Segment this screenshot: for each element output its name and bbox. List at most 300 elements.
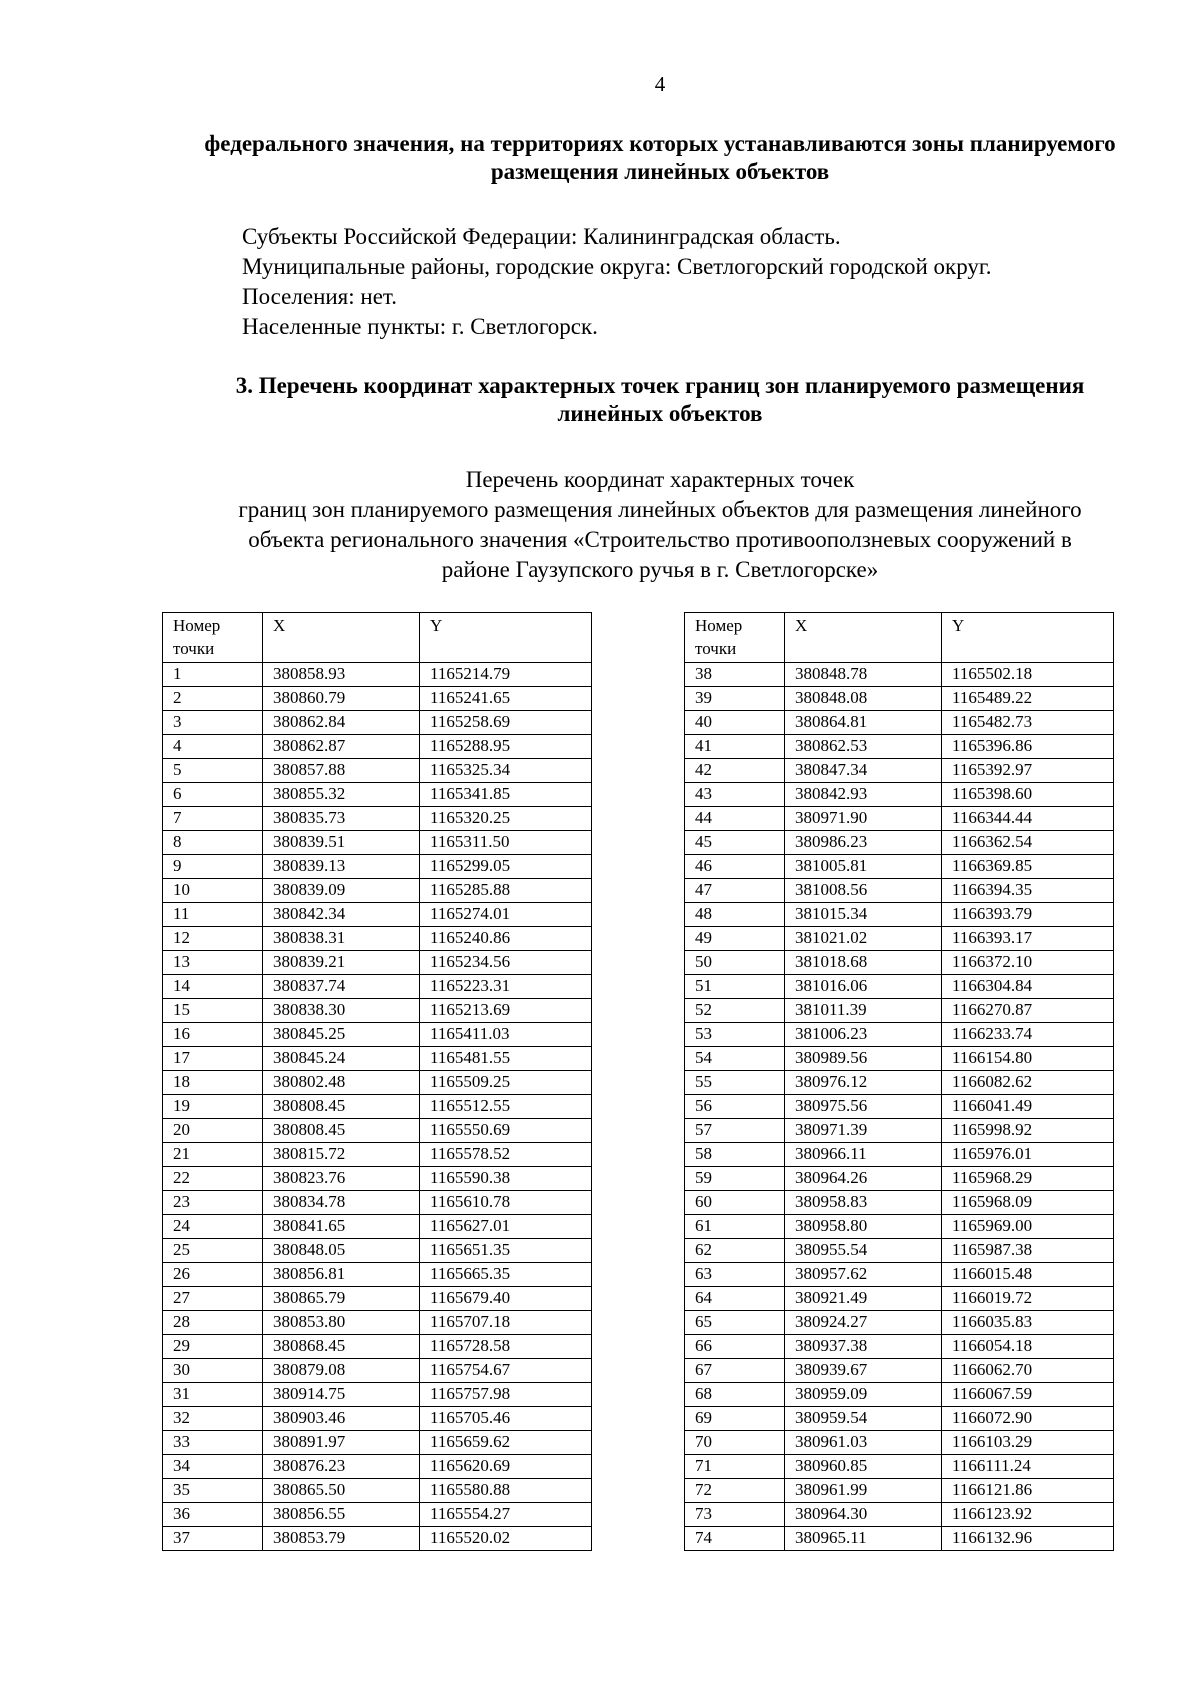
- cell-y: 1165240.86: [420, 927, 592, 951]
- header-x: X: [785, 613, 942, 663]
- cell-point-number: 5: [163, 759, 263, 783]
- cell-x: 380834.78: [263, 1191, 420, 1215]
- table-row: [685, 1071, 1114, 1095]
- cell-y: 1165590.38: [420, 1167, 592, 1191]
- table-header-row: [163, 613, 592, 663]
- cell-point-number: 9: [163, 855, 263, 879]
- cell-y: 1166123.92: [942, 1503, 1114, 1527]
- cell-point-number: 64: [685, 1287, 785, 1311]
- cell-point-number: 71: [685, 1455, 785, 1479]
- cell-y: 1166394.35: [942, 879, 1114, 903]
- cell-point-number: 73: [685, 1503, 785, 1527]
- cell-y: 1165578.52: [420, 1143, 592, 1167]
- cell-y: 1166072.90: [942, 1407, 1114, 1431]
- table-row: [163, 1167, 592, 1191]
- cell-y: 1165392.97: [942, 759, 1114, 783]
- cell-x: 380955.54: [785, 1239, 942, 1263]
- table-row: [685, 1335, 1114, 1359]
- table-row: [685, 1047, 1114, 1071]
- table-row: [163, 663, 592, 687]
- cell-point-number: 39: [685, 687, 785, 711]
- cell-y: 1165554.27: [420, 1503, 592, 1527]
- table-row: [685, 879, 1114, 903]
- cell-x: 380835.73: [263, 807, 420, 831]
- cell-point-number: 65: [685, 1311, 785, 1335]
- cell-point-number: 66: [685, 1335, 785, 1359]
- cell-x: 380959.54: [785, 1407, 942, 1431]
- cell-x: 380975.56: [785, 1095, 942, 1119]
- cell-y: 1165509.25: [420, 1071, 592, 1095]
- cell-y: 1166082.62: [942, 1071, 1114, 1095]
- table-row: [685, 663, 1114, 687]
- table-row: [685, 903, 1114, 927]
- table-row: [685, 807, 1114, 831]
- section-heading-continued: федерального значения, на территориях которых устанавливаются зоны планируемого размещения линейных объектов: [204, 131, 1116, 184]
- table-row: [163, 1527, 592, 1551]
- table-row: [163, 975, 592, 999]
- cell-y: 1166393.17: [942, 927, 1114, 951]
- table-row: [685, 1191, 1114, 1215]
- cell-point-number: 51: [685, 975, 785, 999]
- cell-point-number: 13: [163, 951, 263, 975]
- cell-y: 1166062.70: [942, 1359, 1114, 1383]
- cell-y: 1165610.78: [420, 1191, 592, 1215]
- cell-point-number: 24: [163, 1215, 263, 1239]
- cell-x: 381016.06: [785, 975, 942, 999]
- table-row: [685, 1479, 1114, 1503]
- cell-x: 380862.53: [785, 735, 942, 759]
- cell-y: 1166369.85: [942, 855, 1114, 879]
- cell-point-number: 58: [685, 1143, 785, 1167]
- cell-y: 1165489.22: [942, 687, 1114, 711]
- cell-point-number: 72: [685, 1479, 785, 1503]
- cell-point-number: 6: [163, 783, 263, 807]
- table-row: [163, 831, 592, 855]
- cell-y: 1165998.92: [942, 1119, 1114, 1143]
- cell-x: 380865.79: [263, 1287, 420, 1311]
- table-row: [163, 1215, 592, 1239]
- caption-line: границ зон планируемого размещения линейных объектов для размещения линейного: [238, 497, 1082, 522]
- table-row: [685, 1239, 1114, 1263]
- table-row: [685, 1455, 1114, 1479]
- table-row: [685, 687, 1114, 711]
- cell-x: 381006.23: [785, 1023, 942, 1047]
- cell-x: 380845.24: [263, 1047, 420, 1071]
- table-row: [685, 783, 1114, 807]
- cell-x: 380964.30: [785, 1503, 942, 1527]
- cell-y: 1165707.18: [420, 1311, 592, 1335]
- cell-point-number: 23: [163, 1191, 263, 1215]
- cell-point-number: 20: [163, 1119, 263, 1143]
- header-point-number: Номер точки: [685, 613, 785, 663]
- cell-y: 1166121.86: [942, 1479, 1114, 1503]
- table-row: [163, 687, 592, 711]
- cell-y: 1165223.31: [420, 975, 592, 999]
- cell-y: 1166304.84: [942, 975, 1114, 999]
- cell-point-number: 44: [685, 807, 785, 831]
- caption-line: Перечень координат характерных точек: [465, 467, 855, 492]
- cell-x: 380839.51: [263, 831, 420, 855]
- table-row: [685, 1215, 1114, 1239]
- table-row: [163, 1263, 592, 1287]
- cell-y: 1165320.25: [420, 807, 592, 831]
- table-row: [685, 975, 1114, 999]
- table-row: [163, 1071, 592, 1095]
- cell-point-number: 21: [163, 1143, 263, 1167]
- section-3-heading: 3. Перечень координат характерных точек границ зон планируемого размещения линейных объектов: [235, 373, 1085, 426]
- table-row: [685, 1431, 1114, 1455]
- cell-x: 380853.79: [263, 1527, 420, 1551]
- cell-point-number: 33: [163, 1431, 263, 1455]
- cell-y: 1165728.58: [420, 1335, 592, 1359]
- cell-x: 380802.48: [263, 1071, 420, 1095]
- cell-point-number: 38: [685, 663, 785, 687]
- cell-x: 380848.05: [263, 1239, 420, 1263]
- table-row: [685, 1263, 1114, 1287]
- cell-x: 381011.39: [785, 999, 942, 1023]
- cell-point-number: 69: [685, 1407, 785, 1431]
- cell-y: 1165482.73: [942, 711, 1114, 735]
- cell-point-number: 62: [685, 1239, 785, 1263]
- cell-x: 380837.74: [263, 975, 420, 999]
- table-row: [163, 783, 592, 807]
- cell-x: 380839.21: [263, 951, 420, 975]
- cell-point-number: 17: [163, 1047, 263, 1071]
- caption-line: районе Гаузупского ручья в г. Светлогорске»: [441, 557, 879, 582]
- table-row: [163, 1023, 592, 1047]
- cell-point-number: 18: [163, 1071, 263, 1095]
- table-row: [685, 759, 1114, 783]
- cell-x: 380960.85: [785, 1455, 942, 1479]
- table-row: [163, 1431, 592, 1455]
- table-row: [163, 1143, 592, 1167]
- cell-point-number: 41: [685, 735, 785, 759]
- cell-y: 1166054.18: [942, 1335, 1114, 1359]
- table-row: [685, 1119, 1114, 1143]
- cell-x: 380815.72: [263, 1143, 420, 1167]
- table-row: [163, 759, 592, 783]
- cell-y: 1165325.34: [420, 759, 592, 783]
- header-x: X: [263, 613, 420, 663]
- cell-point-number: 3: [163, 711, 263, 735]
- cell-x: 380823.76: [263, 1167, 420, 1191]
- cell-x: 381015.34: [785, 903, 942, 927]
- cell-x: 381008.56: [785, 879, 942, 903]
- cell-point-number: 10: [163, 879, 263, 903]
- cell-point-number: 57: [685, 1119, 785, 1143]
- table-row: [163, 1095, 592, 1119]
- cell-y: 1165258.69: [420, 711, 592, 735]
- page-number: 4: [654, 72, 666, 96]
- cell-point-number: 53: [685, 1023, 785, 1047]
- cell-point-number: 15: [163, 999, 263, 1023]
- cell-y: 1166019.72: [942, 1287, 1114, 1311]
- cell-y: 1165620.69: [420, 1455, 592, 1479]
- table-row: [163, 1479, 592, 1503]
- cell-x: 380848.78: [785, 663, 942, 687]
- cell-point-number: 68: [685, 1383, 785, 1407]
- table-row: [163, 1335, 592, 1359]
- table-row: [685, 1167, 1114, 1191]
- cell-x: 380961.99: [785, 1479, 942, 1503]
- cell-point-number: 47: [685, 879, 785, 903]
- cell-point-number: 2: [163, 687, 263, 711]
- cell-y: 1165705.46: [420, 1407, 592, 1431]
- cell-point-number: 25: [163, 1239, 263, 1263]
- cell-point-number: 61: [685, 1215, 785, 1239]
- table-row: [163, 1191, 592, 1215]
- cell-point-number: 16: [163, 1023, 263, 1047]
- cell-y: 1166015.48: [942, 1263, 1114, 1287]
- cell-point-number: 14: [163, 975, 263, 999]
- cell-x: 380939.67: [785, 1359, 942, 1383]
- table-row: [163, 1119, 592, 1143]
- cell-point-number: 19: [163, 1095, 263, 1119]
- cell-x: 380876.23: [263, 1455, 420, 1479]
- cell-point-number: 8: [163, 831, 263, 855]
- cell-y: 1165396.86: [942, 735, 1114, 759]
- table-row: [163, 1239, 592, 1263]
- cell-x: 380958.83: [785, 1191, 942, 1215]
- cell-x: 380847.34: [785, 759, 942, 783]
- coordinates-table-left: [162, 612, 592, 1551]
- table-row: [685, 1503, 1114, 1527]
- cell-x: 380964.26: [785, 1167, 942, 1191]
- cell-point-number: 22: [163, 1167, 263, 1191]
- cell-x: 380961.03: [785, 1431, 942, 1455]
- table-row: [685, 1311, 1114, 1335]
- cell-y: 1165241.65: [420, 687, 592, 711]
- info-subject: Субъекты Российской Федерации: Калининградская область.: [242, 224, 841, 249]
- table-row: [163, 1407, 592, 1431]
- cell-y: 1165274.01: [420, 903, 592, 927]
- cell-y: 1165398.60: [942, 783, 1114, 807]
- cell-y: 1166233.74: [942, 1023, 1114, 1047]
- table-row: [163, 855, 592, 879]
- table-row: [685, 1359, 1114, 1383]
- cell-y: 1165285.88: [420, 879, 592, 903]
- cell-point-number: 30: [163, 1359, 263, 1383]
- cell-y: 1165651.35: [420, 1239, 592, 1263]
- cell-x: 380965.11: [785, 1527, 942, 1551]
- cell-x: 380839.13: [263, 855, 420, 879]
- info-municipal: Муниципальные районы, городские округа: Светлогорский городской округ.: [242, 254, 992, 279]
- cell-x: 380868.45: [263, 1335, 420, 1359]
- cell-y: 1165968.29: [942, 1167, 1114, 1191]
- cell-x: 380856.81: [263, 1263, 420, 1287]
- territory-info: [242, 222, 991, 342]
- cell-x: 380864.81: [785, 711, 942, 735]
- cell-point-number: 56: [685, 1095, 785, 1119]
- cell-x: 380853.80: [263, 1311, 420, 1335]
- cell-x: 381021.02: [785, 927, 942, 951]
- cell-point-number: 32: [163, 1407, 263, 1431]
- cell-x: 380976.12: [785, 1071, 942, 1095]
- table-row: [163, 903, 592, 927]
- table-row: [685, 735, 1114, 759]
- table-row: [685, 1527, 1114, 1551]
- cell-point-number: 34: [163, 1455, 263, 1479]
- table-row: [685, 831, 1114, 855]
- table-row: [163, 1383, 592, 1407]
- cell-y: 1166362.54: [942, 831, 1114, 855]
- cell-point-number: 63: [685, 1263, 785, 1287]
- cell-point-number: 52: [685, 999, 785, 1023]
- table-row: [685, 927, 1114, 951]
- cell-x: 380986.23: [785, 831, 942, 855]
- cell-y: 1166372.10: [942, 951, 1114, 975]
- cell-x: 380924.27: [785, 1311, 942, 1335]
- cell-x: 380903.46: [263, 1407, 420, 1431]
- cell-point-number: 31: [163, 1383, 263, 1407]
- cell-point-number: 11: [163, 903, 263, 927]
- cell-point-number: 28: [163, 1311, 263, 1335]
- header-y: Y: [942, 613, 1114, 663]
- cell-y: 1165550.69: [420, 1119, 592, 1143]
- cell-x: 380891.97: [263, 1431, 420, 1455]
- cell-y: 1166035.83: [942, 1311, 1114, 1335]
- cell-x: 380855.32: [263, 783, 420, 807]
- cell-point-number: 29: [163, 1335, 263, 1359]
- cell-y: 1165299.05: [420, 855, 592, 879]
- caption-line: объекта регионального значения «Строительство противооползневых сооружений в: [248, 527, 1072, 552]
- cell-y: 1166103.29: [942, 1431, 1114, 1455]
- table-row: [163, 1311, 592, 1335]
- cell-y: 1165234.56: [420, 951, 592, 975]
- cell-y: 1165311.50: [420, 831, 592, 855]
- cell-point-number: 45: [685, 831, 785, 855]
- cell-point-number: 59: [685, 1167, 785, 1191]
- cell-x: 380808.45: [263, 1095, 420, 1119]
- cell-x: 380879.08: [263, 1359, 420, 1383]
- cell-x: 380966.11: [785, 1143, 942, 1167]
- table-row: [163, 951, 592, 975]
- cell-y: 1165976.01: [942, 1143, 1114, 1167]
- cell-x: 380914.75: [263, 1383, 420, 1407]
- cell-x: 380971.90: [785, 807, 942, 831]
- cell-y: 1165659.62: [420, 1431, 592, 1455]
- cell-y: 1165502.18: [942, 663, 1114, 687]
- cell-y: 1165512.55: [420, 1095, 592, 1119]
- cell-x: 380971.39: [785, 1119, 942, 1143]
- cell-x: 380838.30: [263, 999, 420, 1023]
- header-point-number: Номер точки: [163, 613, 263, 663]
- cell-x: 380959.09: [785, 1383, 942, 1407]
- cell-y: 1166344.44: [942, 807, 1114, 831]
- cell-x: 380860.79: [263, 687, 420, 711]
- cell-point-number: 50: [685, 951, 785, 975]
- cell-y: 1165627.01: [420, 1215, 592, 1239]
- cell-y: 1166111.24: [942, 1455, 1114, 1479]
- cell-x: 380957.62: [785, 1263, 942, 1287]
- cell-y: 1165213.69: [420, 999, 592, 1023]
- cell-point-number: 74: [685, 1527, 785, 1551]
- cell-point-number: 43: [685, 783, 785, 807]
- cell-x: 380841.65: [263, 1215, 420, 1239]
- cell-x: 381018.68: [785, 951, 942, 975]
- table-row: [685, 1143, 1114, 1167]
- cell-y: 1165341.85: [420, 783, 592, 807]
- cell-point-number: 27: [163, 1287, 263, 1311]
- cell-point-number: 7: [163, 807, 263, 831]
- info-localities: Населенные пункты: г. Светлогорск.: [242, 314, 598, 339]
- cell-x: 380865.50: [263, 1479, 420, 1503]
- cell-point-number: 12: [163, 927, 263, 951]
- table-row: [685, 855, 1114, 879]
- cell-x: 380958.80: [785, 1215, 942, 1239]
- table-row: [163, 879, 592, 903]
- cell-y: 1165968.09: [942, 1191, 1114, 1215]
- cell-y: 1166393.79: [942, 903, 1114, 927]
- cell-point-number: 48: [685, 903, 785, 927]
- cell-y: 1166132.96: [942, 1527, 1114, 1551]
- cell-x: 380862.87: [263, 735, 420, 759]
- header-y: Y: [420, 613, 592, 663]
- table-row: [163, 1503, 592, 1527]
- table-header-row: [685, 613, 1114, 663]
- table-row: [163, 927, 592, 951]
- cell-y: 1165757.98: [420, 1383, 592, 1407]
- table-row: [163, 711, 592, 735]
- cell-y: 1166067.59: [942, 1383, 1114, 1407]
- cell-point-number: 42: [685, 759, 785, 783]
- cell-y: 1165411.03: [420, 1023, 592, 1047]
- cell-x: 381005.81: [785, 855, 942, 879]
- cell-x: 380839.09: [263, 879, 420, 903]
- cell-y: 1165520.02: [420, 1527, 592, 1551]
- cell-point-number: 1: [163, 663, 263, 687]
- cell-x: 380858.93: [263, 663, 420, 687]
- cell-x: 380857.88: [263, 759, 420, 783]
- cell-x: 380808.45: [263, 1119, 420, 1143]
- cell-point-number: 46: [685, 855, 785, 879]
- cell-y: 1166154.80: [942, 1047, 1114, 1071]
- cell-x: 380862.84: [263, 711, 420, 735]
- table-row: [685, 1287, 1114, 1311]
- cell-x: 380845.25: [263, 1023, 420, 1047]
- table-row: [163, 1455, 592, 1479]
- table-row: [685, 999, 1114, 1023]
- cell-point-number: 35: [163, 1479, 263, 1503]
- cell-point-number: 55: [685, 1071, 785, 1095]
- cell-x: 380842.34: [263, 903, 420, 927]
- cell-y: 1165214.79: [420, 663, 592, 687]
- cell-x: 380937.38: [785, 1335, 942, 1359]
- cell-point-number: 49: [685, 927, 785, 951]
- cell-x: 380989.56: [785, 1047, 942, 1071]
- cell-y: 1165580.88: [420, 1479, 592, 1503]
- cell-y: 1165754.67: [420, 1359, 592, 1383]
- cell-x: 380921.49: [785, 1287, 942, 1311]
- cell-y: 1166270.87: [942, 999, 1114, 1023]
- table-row: [685, 1383, 1114, 1407]
- cell-point-number: 36: [163, 1503, 263, 1527]
- table-row: [163, 1287, 592, 1311]
- table-row: [163, 735, 592, 759]
- cell-point-number: 37: [163, 1527, 263, 1551]
- cell-point-number: 40: [685, 711, 785, 735]
- info-settlements: Поселения: нет.: [242, 284, 397, 309]
- cell-point-number: 70: [685, 1431, 785, 1455]
- cell-y: 1166041.49: [942, 1095, 1114, 1119]
- cell-x: 380856.55: [263, 1503, 420, 1527]
- cell-point-number: 67: [685, 1359, 785, 1383]
- table-row: [163, 807, 592, 831]
- coordinates-table-right: [684, 612, 1114, 1551]
- table-row: [685, 951, 1114, 975]
- cell-y: 1165288.95: [420, 735, 592, 759]
- table-row: [163, 1047, 592, 1071]
